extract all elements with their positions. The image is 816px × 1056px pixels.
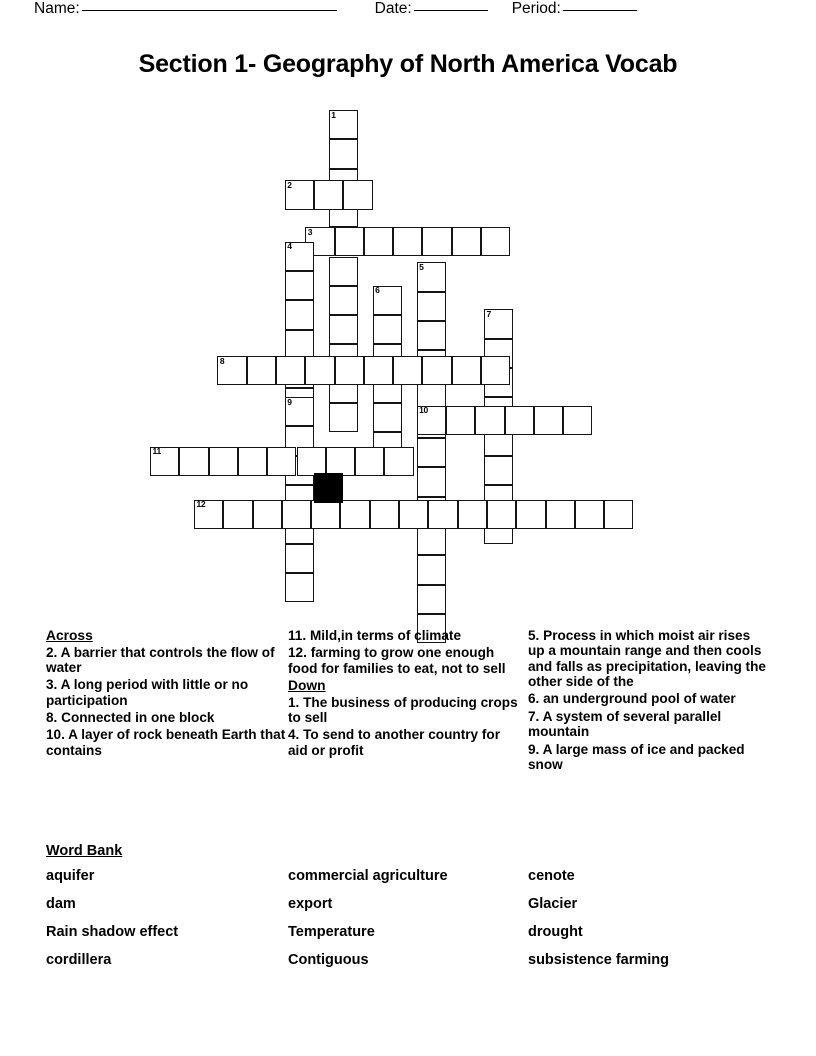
clue-item [528, 628, 768, 689]
word-bank-word: export [288, 896, 333, 912]
crossword-clue-number: 2 [287, 179, 292, 190]
clue-number: 2. [46, 644, 61, 660]
crossword-cell[interactable] [417, 406, 446, 435]
crossword-cell[interactable] [297, 447, 326, 476]
crossword-clue-number: 8 [219, 355, 225, 366]
crossword-clue-number: 9 [287, 396, 292, 407]
crossword-cell[interactable] [329, 139, 358, 168]
crossword-cell[interactable] [417, 321, 446, 350]
crossword-cell[interactable] [399, 500, 428, 529]
crossword-clue-number: 3 [307, 226, 313, 237]
crossword-cell[interactable] [516, 500, 545, 529]
crossword-cell[interactable] [355, 447, 384, 476]
crossword-cell[interactable] [223, 500, 252, 529]
clue-number: 6. [528, 691, 544, 707]
crossword-cell[interactable] [282, 500, 311, 529]
word-bank-word: drought [528, 924, 583, 940]
crossword-cell[interactable] [150, 447, 179, 476]
clue-text: A system of several parallel mountain [528, 708, 722, 740]
crossword-clue-number: 11 [152, 446, 161, 457]
crossword-cell[interactable] [458, 500, 487, 529]
clue-number: 4. [288, 727, 304, 743]
crossword-cell[interactable] [422, 227, 451, 256]
crossword-cell[interactable] [373, 286, 402, 315]
crossword-cell[interactable] [452, 356, 481, 385]
clue-number: 3. [46, 677, 61, 693]
crossword-cell[interactable] [314, 180, 343, 209]
crossword-cell[interactable] [285, 330, 314, 359]
crossword-cell[interactable] [563, 406, 592, 435]
crossword-cell[interactable] [326, 447, 355, 476]
crossword-cell[interactable] [484, 309, 513, 338]
page-title: Section 1- Geography of North America Vocab [138, 50, 678, 78]
crossword-cell[interactable] [417, 262, 446, 291]
crossword-cell[interactable] [417, 555, 446, 584]
clue-item [288, 645, 520, 676]
crossword-cell[interactable] [253, 500, 282, 529]
crossword-cell[interactable] [276, 356, 305, 385]
crossword-cell[interactable] [446, 406, 475, 435]
crossword-cell[interactable] [329, 257, 358, 286]
crossword-cell[interactable] [329, 403, 358, 432]
clue-number: 5. [528, 628, 544, 643]
clue-item [46, 727, 286, 758]
crossword-cell[interactable] [373, 315, 402, 344]
word-bank-word: Rain shadow effect [46, 924, 179, 940]
crossword-clue-number: 5 [419, 261, 424, 272]
word-bank-word: Glacier [528, 896, 578, 912]
word-bank-word: cordillera [46, 952, 112, 968]
across-heading: Across [46, 628, 93, 643]
clue-text: A large mass of ice and packed snow [528, 741, 745, 772]
clue-number: 9. [528, 741, 543, 757]
clue-number: 8. [46, 710, 62, 726]
crossword-cell[interactable] [179, 447, 208, 476]
clue-text: farming to grow one enough food for families to eat, not to sell [288, 645, 506, 676]
clues-column-1 [46, 628, 286, 760]
clue-text: A layer of rock beneath Earth that contains [46, 727, 286, 758]
crossword-clue-number: 6 [375, 285, 380, 296]
clue-number: 1. [288, 694, 304, 710]
crossword-cell[interactable] [247, 356, 276, 385]
crossword-cell[interactable] [422, 356, 451, 385]
clue-text: To send to another country for aid or profit [288, 727, 500, 758]
clue-item [288, 628, 520, 643]
word-bank-grid [46, 868, 776, 968]
clue-number: 11. [288, 628, 310, 643]
crossword-cell[interactable] [417, 585, 446, 614]
clue-text: A long period with little or no participation [46, 677, 249, 708]
crossword-cell[interactable] [285, 573, 314, 602]
crossword-cell[interactable] [329, 286, 358, 315]
clue-number: 12. [288, 645, 311, 661]
clue-item [528, 691, 768, 706]
crossword-cell[interactable] [335, 227, 364, 256]
crossword-cell[interactable] [487, 500, 516, 529]
word-bank-heading: Word Bank [46, 843, 123, 859]
crossword-cell[interactable] [452, 227, 481, 256]
crossword-clue-number: 10 [419, 405, 428, 416]
crossword-cell[interactable] [575, 500, 604, 529]
crossword-cell[interactable] [484, 456, 513, 485]
crossword-cell[interactable] [305, 356, 334, 385]
crossword-cell[interactable] [285, 544, 314, 573]
crossword-cell[interactable] [481, 227, 510, 256]
date-label: Date: [374, 0, 412, 17]
clue-number: 7. [528, 708, 543, 724]
crossword-clue-number: 4 [287, 241, 292, 252]
crossword-cell[interactable] [534, 406, 563, 435]
crossword-cell[interactable] [481, 356, 510, 385]
crossword-cell[interactable] [370, 500, 399, 529]
clue-item [46, 645, 286, 676]
crossword-cell[interactable] [329, 110, 358, 139]
crossword-cell[interactable] [217, 356, 246, 385]
down-heading: Down [288, 678, 326, 694]
crossword-blocked-cell [314, 473, 343, 502]
clue-item [46, 710, 286, 725]
crossword-cell[interactable] [194, 500, 223, 529]
clue-text: Process in which moist air rises up a mountain range and then cools and falls as precipitation, leaving the other side of the [528, 628, 766, 690]
clue-text: A barrier that controls the flow of water [46, 644, 275, 675]
crossword-cell[interactable] [285, 180, 314, 209]
crossword-cell[interactable] [238, 447, 267, 476]
clue-number: 10. [46, 727, 69, 743]
crossword-cell[interactable] [364, 227, 393, 256]
crossword-cell[interactable] [546, 500, 575, 529]
crossword-cell[interactable] [285, 271, 314, 300]
word-bank-word: Contiguous [288, 952, 369, 968]
crossword-cell[interactable] [285, 242, 314, 271]
name-label: Name: [34, 0, 80, 17]
clues-column-2 [288, 628, 520, 760]
crossword-cell[interactable] [428, 500, 457, 529]
crossword-cell[interactable] [285, 300, 314, 329]
word-bank-word: cenote [528, 868, 575, 884]
crossword-cell[interactable] [417, 292, 446, 321]
crossword-cell[interactable] [311, 500, 340, 529]
crossword-clue-number: 12 [196, 499, 206, 510]
clue-text: an underground pool of water [543, 691, 736, 707]
clue-item [528, 742, 768, 773]
crossword-cell[interactable] [604, 500, 633, 529]
crossword-cell[interactable] [209, 447, 238, 476]
crossword-cell[interactable] [373, 403, 402, 432]
crossword-cell[interactable] [343, 180, 372, 209]
crossword-cell[interactable] [505, 406, 534, 435]
crossword-cell[interactable] [393, 356, 422, 385]
word-bank-word: subsistence farming [528, 952, 670, 968]
crossword-cell[interactable] [475, 406, 504, 435]
clue-item [46, 677, 286, 708]
word-bank-section [46, 843, 776, 968]
clue-text: Mild,in terms of climate [309, 628, 462, 643]
clue-item [288, 727, 520, 758]
crossword-cell[interactable] [335, 356, 364, 385]
crossword-cell[interactable] [329, 315, 358, 344]
crossword-clue-number: 7 [486, 308, 491, 319]
word-bank-word: commercial agriculture [288, 868, 448, 884]
clues-section [0, 628, 816, 840]
crossword-clue-number: 1 [331, 109, 336, 120]
crossword-cell[interactable] [417, 438, 446, 467]
crossword-cell[interactable] [417, 526, 446, 555]
crossword-cell[interactable] [417, 467, 446, 496]
word-bank-word: dam [46, 896, 76, 912]
crossword-cell[interactable] [340, 500, 369, 529]
period-label: Period: [511, 0, 561, 17]
crossword-cell[interactable] [285, 397, 314, 426]
clue-item [528, 709, 768, 740]
clue-text: The business of producing crops to sell [288, 694, 518, 726]
crossword-cell[interactable] [364, 356, 393, 385]
clue-text: Connected in one block [61, 710, 215, 726]
clues-column-3 [528, 628, 768, 774]
crossword-cell[interactable] [267, 447, 296, 476]
word-bank-word: Temperature [288, 924, 375, 940]
word-bank-word: aquifer [46, 868, 95, 884]
crossword-cell[interactable] [384, 447, 413, 476]
clue-item [288, 695, 520, 726]
crossword-cell[interactable] [393, 227, 422, 256]
